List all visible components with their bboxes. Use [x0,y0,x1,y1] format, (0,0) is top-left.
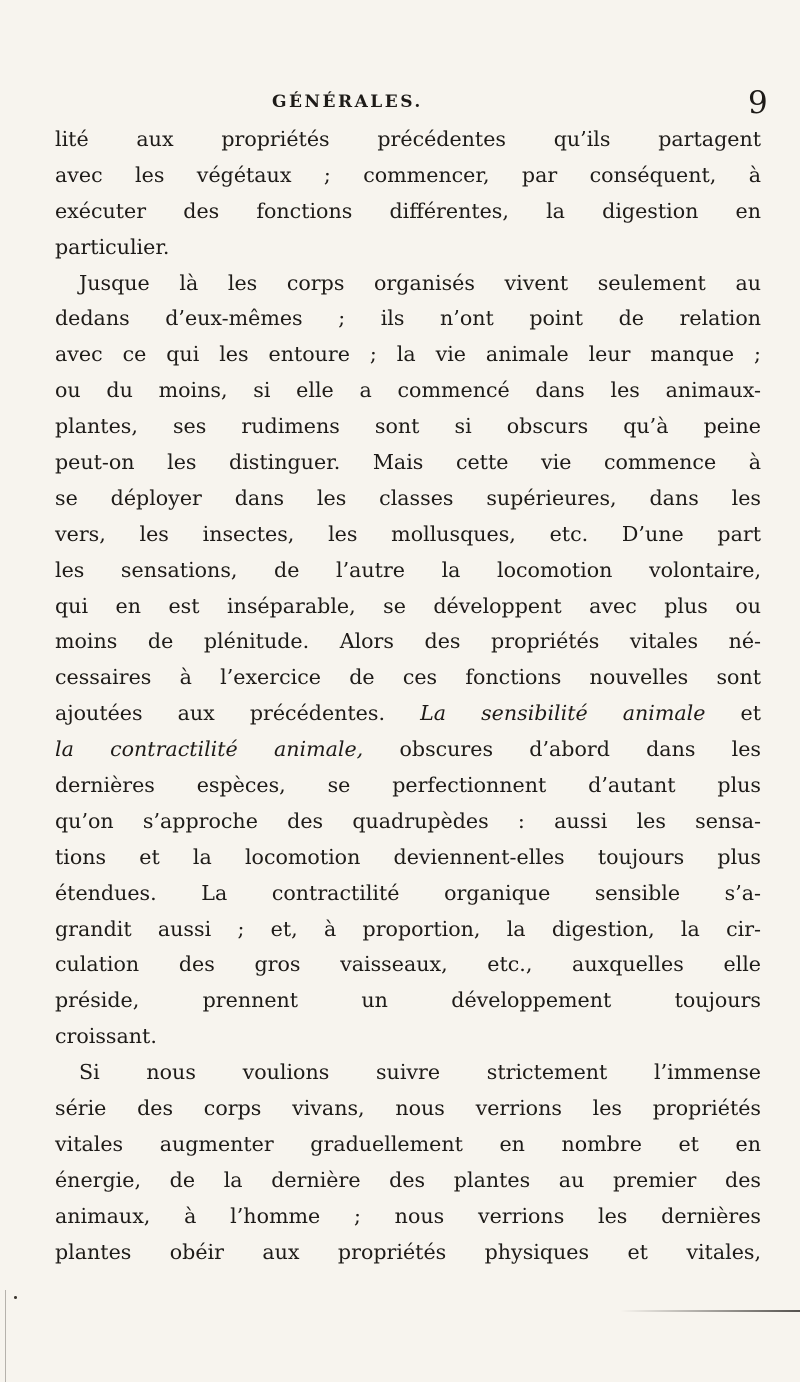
text-line: ou du moins, si elle a commencé dans les animaux- [55,378,761,403]
text-line: étendues. La contractilité organique sensible s’a- [55,880,761,905]
text-line: croissant. [55,1024,157,1049]
text-line: exécuter des fonctions différentes, la digestion en [55,198,761,223]
italic-term: La sensibilité animale [420,701,706,726]
text-line: dedans d’eux-mêmes ; ils n’ont point de relation [55,306,761,331]
text-line: cessaires à l’exercice de ces fonctions nouvelles sont [55,665,761,690]
paragraph-start-line: Jusque là les corps organisés vivent seulement au [79,270,761,295]
italic-term: la contractilité animale, [55,737,364,762]
text-line: vitales augmenter graduellement en nombre et en [55,1131,761,1156]
text-line: vers, les insectes, les mollusques, etc. D’une part [55,521,761,546]
text-line: tions et la locomotion deviennent-elles toujours plus [55,844,761,869]
text-line: grandit aussi ; et, à proportion, la digestion, la cir- [55,916,761,941]
scan-speck [14,1296,17,1299]
scan-fold-line [5,1290,6,1382]
text-line-mixed [55,696,761,732]
text-segment: obscures d’abord dans les [399,737,762,762]
page-number: 9 [748,85,768,121]
text-line: qui en est inséparable, se développent avec plus ou [55,593,761,618]
scan-page-edge [620,1310,800,1312]
text-line: qu’on s’approche des quadrupèdes : aussi les sensa- [55,808,761,833]
text-line: lité aux propriétés précédentes qu’ils partagent [55,127,761,151]
text-line: particulier. [55,234,170,259]
text-line: les sensations, de l’autre la locomotion volontaire, [55,557,761,582]
text-segment: et [740,701,762,726]
text-line: énergie, de la dernière des plantes au premier des [55,1167,761,1192]
text-line: série des corps vivans, nous verrions les propriétés [55,1096,761,1121]
text-line: moins de plénitude. Alors des propriétés vitales né- [55,629,761,654]
text-line: préside, prennent un développement toujours [55,988,761,1013]
text-line: plantes, ses rudimens sont si obscurs qu’à peine [55,414,761,439]
text-line: dernières espèces, se perfectionnent d’autant plus [55,773,761,798]
text-line: peut-on les distinguer. Mais cette vie commence à [55,450,761,475]
text-line: animaux, à l’homme ; nous verrions les dernières [55,1203,761,1228]
text-segment: ajoutées aux précédentes. [55,701,385,726]
text-line: avec les végétaux ; commencer, par conséquent, à [55,162,761,187]
text-line: plantes obéir aux propriétés physiques et vitales, [55,1239,761,1264]
text-line: se déployer dans les classes supérieures, dans les [55,485,761,510]
text-line-mixed [55,732,761,768]
running-title: GÉNÉRALES. [272,92,423,112]
paragraph-start-line: Si nous voulions suivre strictement l’immense [79,1060,761,1085]
text-line: avec ce qui les entoure ; la vie animale leur manque ; [55,342,761,367]
text-line: culation des gros vaisseaux, etc., auxquelles elle [55,952,761,977]
running-head [0,85,800,122]
body-text [55,122,761,1271]
